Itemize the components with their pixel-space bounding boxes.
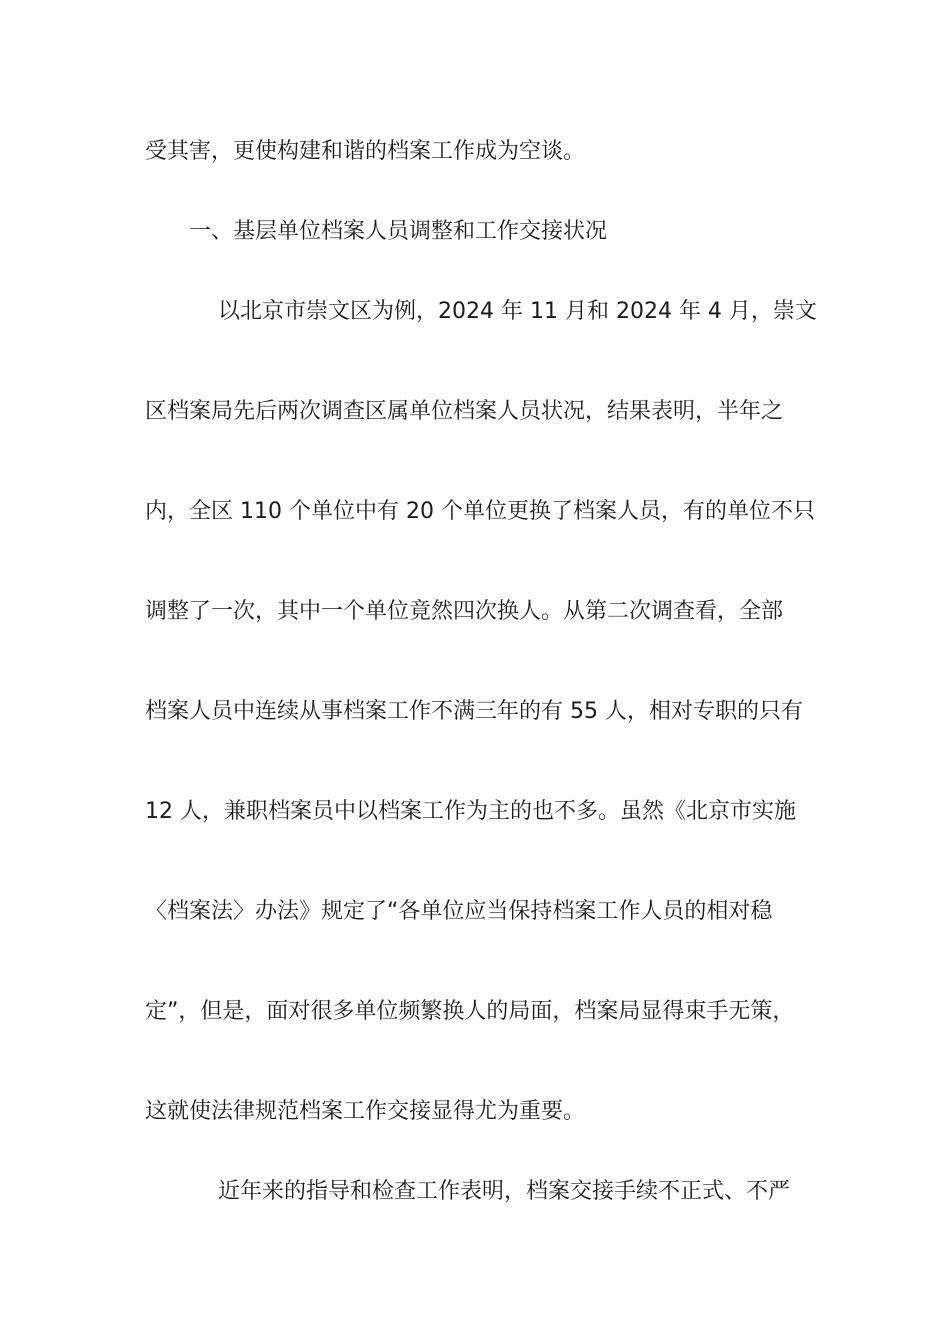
- paragraph-line: 以北京市崇文区为例，2024 年 11 月和 2024 年 4 月，崇文: [218, 299, 817, 324]
- paragraph-line: 定”，但是，面对很多单位频繁换人的局面，档案局显得束手无策，: [145, 999, 795, 1024]
- paragraph-line: 区档案局先后两次调查区属单位档案人员状况，结果表明，半年之: [145, 399, 784, 424]
- paragraph-line: 12 人，兼职档案员中以档案工作为主的也不多。虽然《北京市实施: [145, 799, 796, 824]
- paragraph-line: 内，全区 110 个单位中有 20 个单位更换了档案人员，有的单位不只: [145, 499, 815, 524]
- paragraph-line: 〈档案法〉办法》规定了“各单位应当保持档案工作人员的相对稳: [145, 899, 773, 924]
- paragraph-line: 这就使法律规范档案工作交接显得尤为重要。: [145, 1099, 586, 1124]
- paragraph-line: 近年来的指导和检查工作表明，档案交接手续不正式、不严: [218, 1179, 791, 1204]
- paragraph-line: 档案人员中连续从事档案工作不满三年的有 55 人，相对专职的只有: [145, 699, 803, 724]
- section-heading: 一、基层单位档案人员调整和工作交接状况: [189, 219, 608, 244]
- paragraph-line: 受其害，更使构建和谐的档案工作成为空谈。: [145, 139, 586, 164]
- paragraph-line: 调整了一次，其中一个单位竟然四次换人。从第二次调查看，全部: [145, 599, 784, 624]
